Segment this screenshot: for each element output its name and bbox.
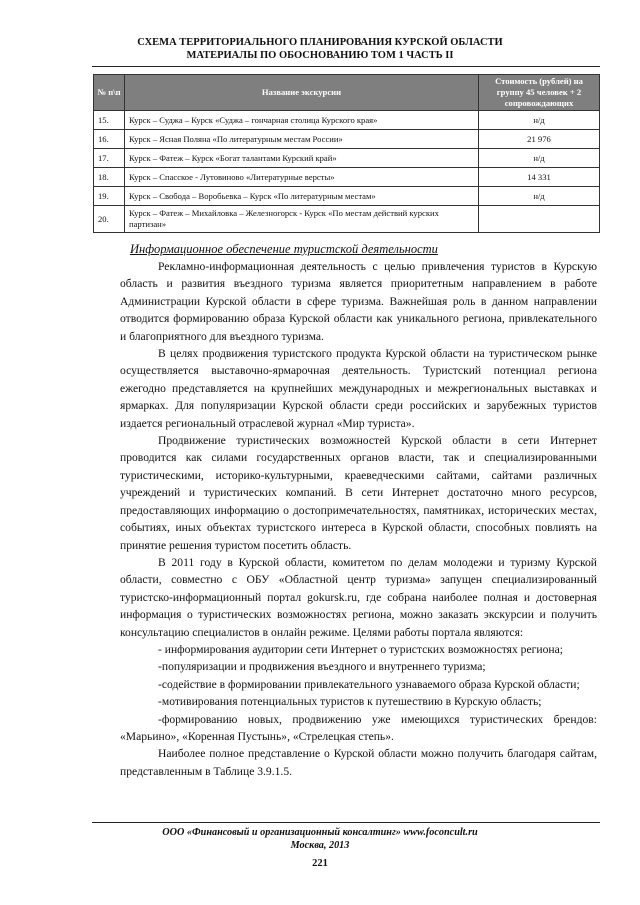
row-cost bbox=[479, 206, 600, 233]
document-header bbox=[0, 36, 640, 62]
goal-item: -мотивирования потенциальных туристов к путешествию в Курскую область; bbox=[158, 695, 542, 709]
row-number: 17. bbox=[94, 149, 125, 168]
row-excursion-name: Курск – Свобода – Воробьевка – Курск «По литературным местам» bbox=[125, 187, 479, 206]
table-row bbox=[94, 130, 600, 149]
section-title: Информационное обеспечение туристской деятельности bbox=[130, 242, 438, 256]
row-cost: н/д bbox=[479, 187, 600, 206]
paragraph: Продвижение туристических возможностей Курской области в сети Интернет проводится как силами государственных органов власти, так и специализированными туристическими, историко-культурными, краеведческими сайтами, сайтами различных учреждений и туристических компаний. В сети Интернет достаточно много ресурсов, предоставляющих информацию о достопримечательностях, памятниках, исторических местах, событиях, иных объектах туристского интереса в Курской области, способных повлиять на принятие решения туристом посетить область. bbox=[120, 434, 597, 552]
closing-paragraph: Наиболее полное представление о Курской области можно получить благодаря сайтам, представленным в Таблице 3.9.1.5. bbox=[120, 747, 597, 778]
page-number: 221 bbox=[312, 858, 328, 869]
row-cost: н/д bbox=[479, 111, 600, 130]
row-cost: 21 976 bbox=[479, 130, 600, 149]
row-excursion-name: Курск – Фатеж – Михайловка – Железногорск - Курск «По местам действий курских партизан» bbox=[125, 206, 479, 233]
goal-item: -формированию новых, продвижению уже имеющихся туристических брендов: «Марьино», «Коренная Пустынь», «Стрелецкая степь». bbox=[120, 712, 597, 743]
goal-item: - информирования аудитории сети Интернет о туристских возможностях региона; bbox=[158, 642, 563, 656]
paragraph: Рекламно-информационная деятельность с целью привлечения туристов в Курскую область и развития въездного туризма является приоритетным направлением в работе Администрации Курской области в сфере туризма. Важнейшая роль в данном направлении отводится формированию образа Курской области как уникального региона, привлекательного и благоприятного для въездного туризма. bbox=[120, 260, 597, 343]
row-number: 16. bbox=[94, 130, 125, 149]
body-text bbox=[120, 258, 597, 780]
header-title: СХЕМА ТЕРРИТОРИАЛЬНОГО ПЛАНИРОВАНИЯ КУРСКОЙ ОБЛАСТИ bbox=[137, 37, 503, 48]
footer-company: ООО «Финансовый и организационный консалтинг» www.foconcult.ru bbox=[162, 827, 478, 838]
row-excursion-name: Курск – Суджа – Курск «Суджа – гончарная столица Курского края» bbox=[125, 111, 479, 130]
row-number: 19. bbox=[94, 187, 125, 206]
row-excursion-name: Курск – Фатеж – Курск «Богат талантами Курский край» bbox=[125, 149, 479, 168]
table-header-row bbox=[94, 75, 600, 111]
row-cost: 14 331 bbox=[479, 168, 600, 187]
table-row bbox=[94, 149, 600, 168]
row-excursion-name: Курск – Ясная Поляна «По литературным местам России» bbox=[125, 130, 479, 149]
document-footer bbox=[0, 826, 640, 852]
goal-item: -популяризации и продвижения въездного и внутреннего туризма; bbox=[158, 660, 486, 674]
goal-item: -содействие в формировании привлекательного узнаваемого образа Курской области; bbox=[158, 677, 580, 691]
paragraph: В 2011 году в Курской области, комитетом по делам молодежи и туризму Курской области, совместно с ОБУ «Областной центр туризма» запущен специализированный туристско-информационный портал gokursk.ru, где собрана наиболее полная и достоверная информация о туристических возможностях региона, можно заказать экскурсии и получить консультацию специалистов в онлайн режиме. Целями работы портала являются: bbox=[120, 555, 597, 639]
header-divider bbox=[92, 66, 600, 67]
footer-city-year: Москва, 2013 bbox=[290, 840, 350, 851]
excursions-table bbox=[93, 74, 600, 233]
row-number: 20. bbox=[94, 206, 125, 233]
footer-divider bbox=[92, 822, 600, 823]
table-row bbox=[94, 111, 600, 130]
row-number: 15. bbox=[94, 111, 125, 130]
paragraph: В целях продвижения туристского продукта Курской области на туристическом рынке осуществляется выставочно-ярмарочная деятельность. Туристский потенциал региона ежегодно представляется на крупнейших международных и межрегиональных выставках и ярмарках. Для популяризации Курской области среди российских и зарубежных туристов издается региональный отраслевой журнал «Мир туриста». bbox=[120, 347, 597, 430]
header-excursion-name: Название экскурсии bbox=[125, 75, 479, 111]
row-cost: н/д bbox=[479, 149, 600, 168]
row-number: 18. bbox=[94, 168, 125, 187]
header-subtitle: МАТЕРИАЛЫ ПО ОБОСНОВАНИЮ ТОМ 1 ЧАСТЬ II bbox=[186, 50, 454, 61]
table-row bbox=[94, 187, 600, 206]
table-row bbox=[94, 206, 600, 233]
row-excursion-name: Курск – Спасское - Лутовиново «Литературные версты» bbox=[125, 168, 479, 187]
header-number: № п\п bbox=[94, 75, 125, 111]
header-cost: Стоимость (рублей) на группу 45 человек + 2 сопровождающих bbox=[479, 75, 600, 111]
table-row bbox=[94, 168, 600, 187]
